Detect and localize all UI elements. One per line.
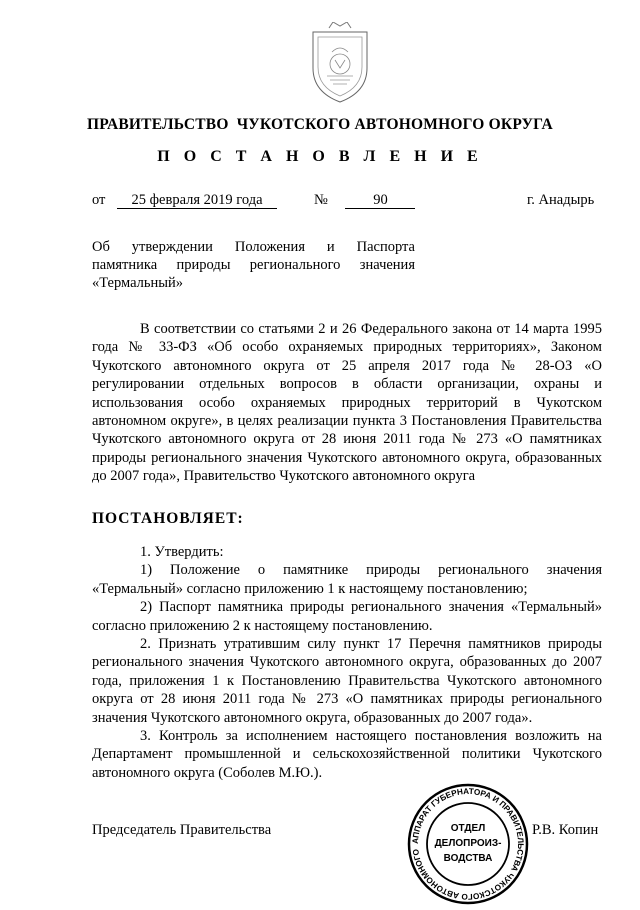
item-3: 3. Контроль за исполнением настоящего постановления возложить на Департамент промышленной и сельскохозяйственной политики Чукотского автономного округа (Соболев М.Ю.). <box>92 728 602 781</box>
stamp-center-line: ОТДЕЛ <box>450 823 486 834</box>
item-1: 1. Утвердить: <box>140 544 224 560</box>
signatory-position: Председатель Правительства <box>92 822 272 838</box>
document-subject <box>92 238 415 292</box>
stamp-center-line: ВОДСТВА <box>443 853 493 864</box>
stamp-center-line: ДЕЛОПРОИЗ- <box>434 838 502 849</box>
subject-line: памятника природы регионального значения <box>92 257 415 273</box>
item-1-2: 2) Паспорт памятника природы регионального значения «Термальный» согласно приложению 2 к настоящему постановлению. <box>92 599 602 634</box>
resolution-items <box>92 543 602 782</box>
signatory-name: Р.В. Копин <box>532 822 599 838</box>
document-date: 25 февраля 2019 года <box>117 193 277 209</box>
subject-line: «Термальный» <box>92 275 184 291</box>
subject-line: Об утверждении Положения и Паспорта <box>92 239 415 255</box>
number-field <box>314 192 415 209</box>
stamp-ring-text: АППАРАТ ГУБЕРНАТОРА И ПРАВИТЕЛЬСТВА ЧУКОТСКОГО АВТОНОМНОГО <box>410 786 526 902</box>
item-2: 2. Признать утратившим силу пункт 17 Перечня памятников природы регионального значения Чукотского автономного округа, образованных до 2007 года, приложения 1 к Постановлению Правительства Чукотского автономного округа от 28 июня 2011 года № 273 «О памятниках природы регионального значения Чукотского автономного округа, образованных до 2007 года». <box>92 636 602 726</box>
date-field <box>92 192 277 209</box>
document-number: 90 <box>345 193 415 209</box>
item-1-1: 1) Положение о памятнике природы регионального значения «Термальный» согласно приложению 1 к настоящему постановлению; <box>92 562 602 597</box>
number-label: № <box>314 192 328 208</box>
office-stamp <box>404 783 532 905</box>
preamble-paragraph: В соответствии со статьями 2 и 26 Федерального закона от 14 марта 1995 года № 33-ФЗ «Об особо охраняемых природных территориях», Законом Чукотского автономного округа от 25 апреля 2017 года № 28-ОЗ «О регулировании отдельных вопросов в области организации, охраны и использования особо охраняемых природных территорий в Чукотском автономном округе», в целях реализации пункта 3 Постановления Правительства Чукотского автономного округа от 28 июня 2011 года № 273 «О памятниках природы регионального значения Чукотского автономного округа, образованных до 2007 года», Правительство Чукотского автономного округа <box>92 321 602 485</box>
from-label: от <box>92 192 106 208</box>
resolves-heading: ПОСТАНОВЛЯЕТ: <box>92 510 244 527</box>
city: г. Анадырь <box>527 192 595 208</box>
document-type-title: П О С Т А Н О В Л Е Н И Е <box>157 148 483 165</box>
coat-of-arms-emblem <box>305 22 375 106</box>
organization-title: ПРАВИТЕЛЬСТВО ЧУКОТСКОГО АВТОНОМНОГО ОКРУГА <box>87 116 553 133</box>
